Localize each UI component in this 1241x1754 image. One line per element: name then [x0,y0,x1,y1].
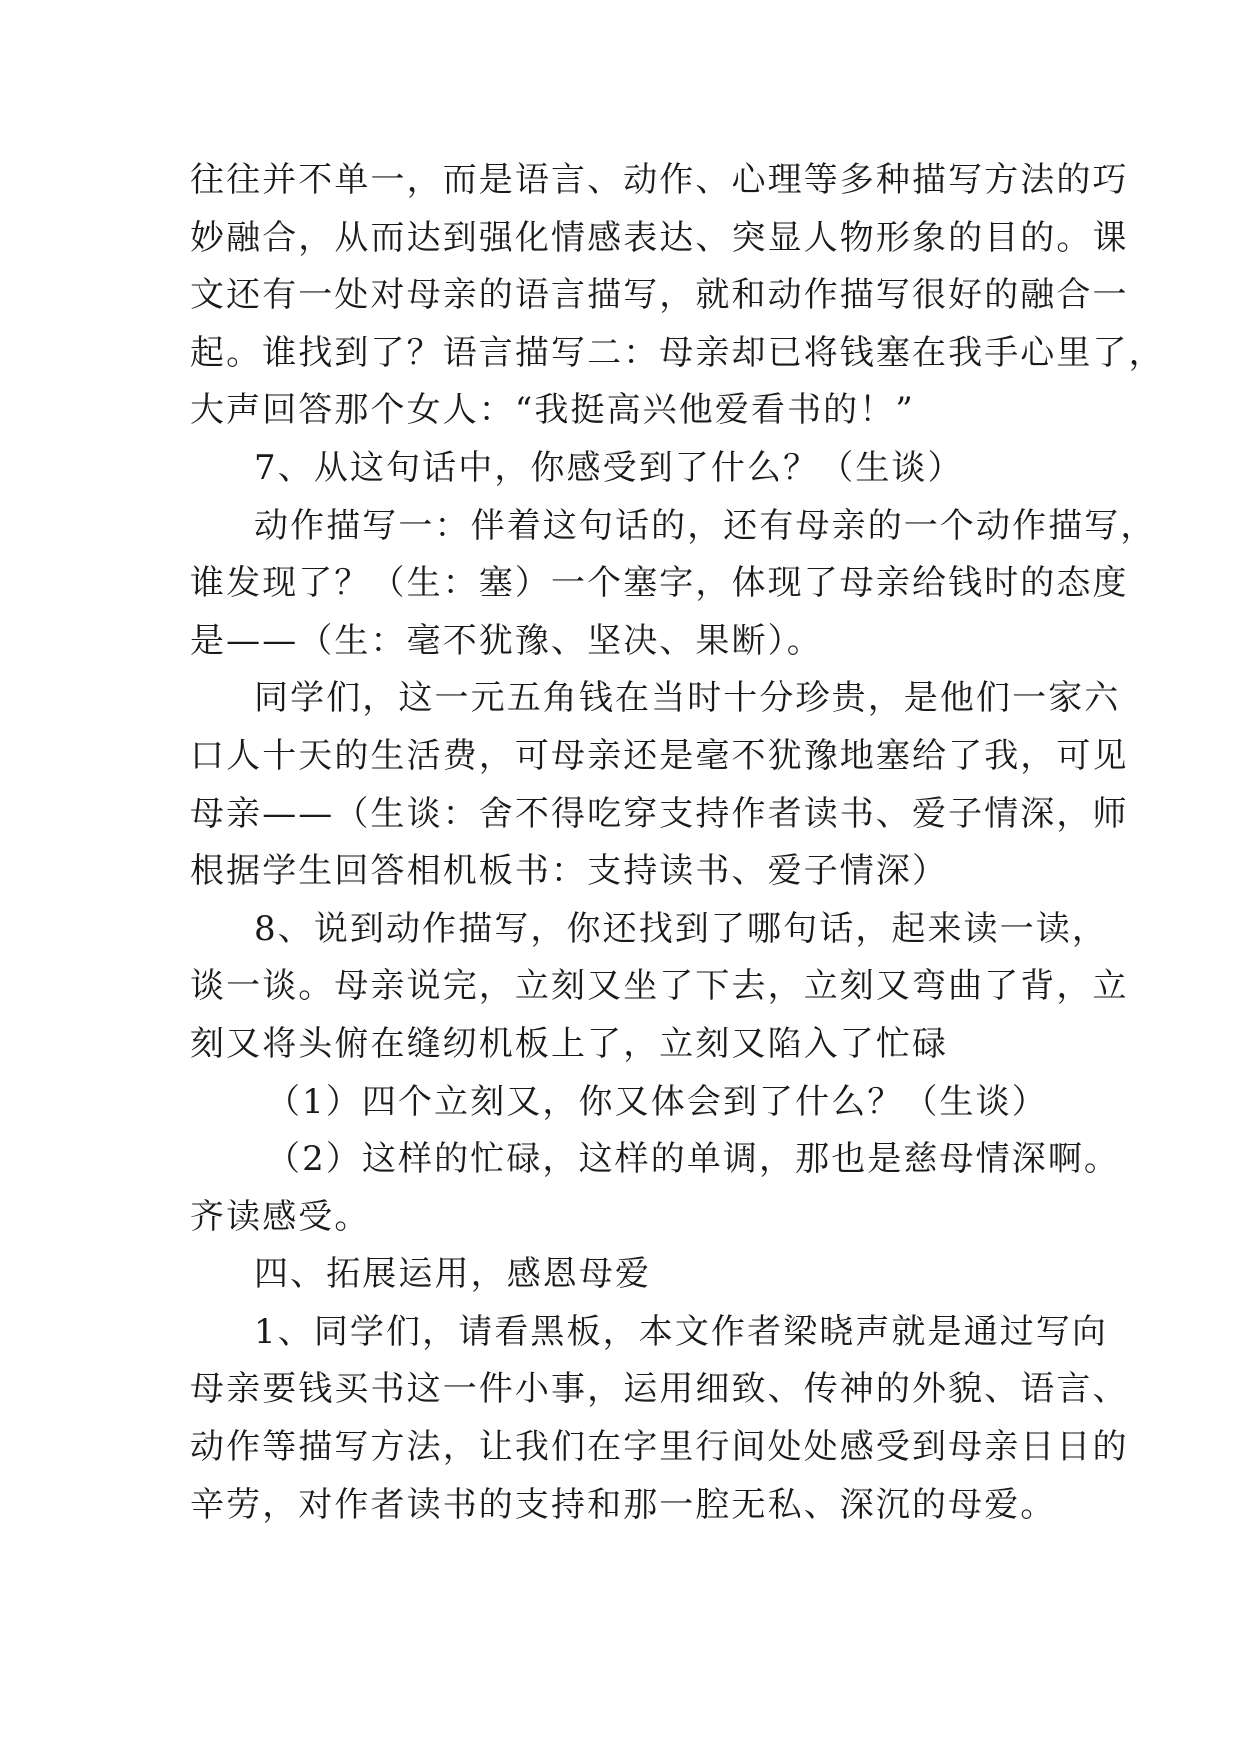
text-line: 7、从这句话中，你感受到了什么？（生谈） [254,447,964,488]
text-line: 动作等描写方法，让我们在字里行间处处感受到母亲日日的 [190,1427,1129,1468]
text-line: 妙融合，从而达到强化情感表达、突显人物形象的目的。课 [190,217,1129,258]
document-body [190,152,1165,1534]
text-line: 往往并不单一，而是语言、动作、心理等多种描写方法的巧 [190,160,1129,200]
text-line: 母亲——（生谈：舍不得吃穿支持作者读书、爱子情深，师 [190,793,1129,834]
text-line: 动作描写一：伴着这句话的，还有母亲的一个动作描写， [254,505,1157,546]
text-line: 齐读感受。 [190,1196,371,1237]
text-line: 谁发现了？（生：塞）一个塞字，体现了母亲给钱时的态度 [190,563,1129,604]
text-line: 是——（生：毫不犹豫、坚决、果断）。 [190,620,823,661]
text-line: 母亲要钱买书这一件小事，运用细致、传神的外貌、语言、 [190,1369,1129,1410]
text-line: 刻又将头俯在缝纫机板上了，立刻又陷入了忙碌 [190,1023,949,1064]
text-line: 根据学生回答相机板书：支持读书、爱子情深） [190,851,949,892]
text-line: 辛劳，对作者读书的支持和那一腔无私、深沉的母爱。 [190,1484,1057,1525]
text-line: 文还有一处对母亲的语言描写，就和动作描写很好的融合一 [190,275,1129,316]
text-line: （1）四个立刻又，你又体会到了什么？（生谈） [266,1081,1048,1122]
text-line: （2）这样的忙碌，这样的单调，那也是慈母情深啊。 [266,1139,1121,1180]
text-line: 1、同学们，请看黑板，本文作者梁晓声就是通过写向 [254,1311,1109,1352]
text-line: 起。谁找到了？语言描写二：母亲却已将钱塞在我手心里了， [190,332,1165,373]
section-heading: 四、拓展运用，感恩母爱 [254,1254,652,1295]
text-line: 口人十天的生活费，可母亲还是毫不犹豫地塞给了我，可见 [190,735,1129,776]
text-line: 8、说到动作描写，你还找到了哪句话，起来读一读， [254,908,1109,949]
text-line: 谈一谈。母亲说完，立刻又坐了下去，立刻又弯曲了背，立 [190,966,1129,1007]
text-line: 大声回答那个女人：“我挺高兴他爱看书的！” [190,390,915,431]
text-line: 同学们，这一元五角钱在当时十分珍贵，是他们一家六 [254,678,1121,719]
